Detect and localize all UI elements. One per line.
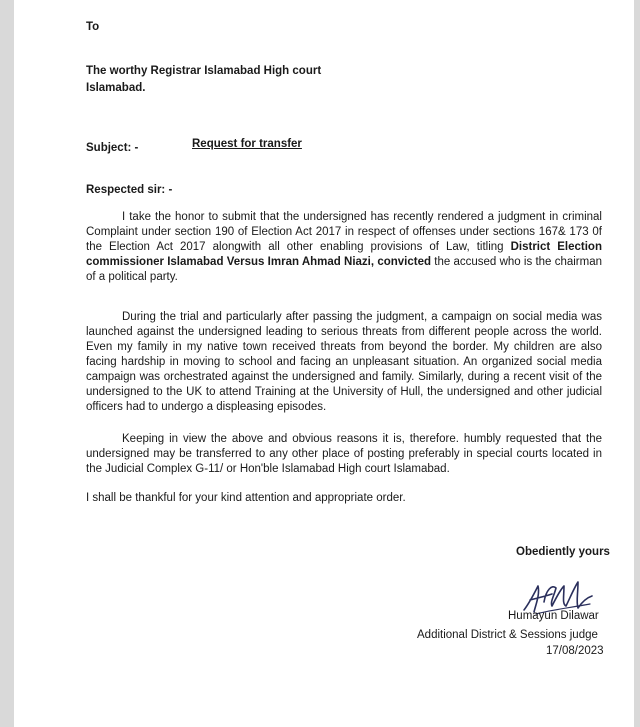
paragraph-3 [86, 432, 602, 477]
addressee-line-2: Islamabad. [86, 82, 146, 94]
letter-date: 17/08/2023 [546, 645, 604, 657]
subject-label: Subject: - [86, 142, 139, 154]
signatory-title: Additional District & Sessions judge [417, 629, 598, 641]
paragraph-1-start: I take the honor to submit that the undersigned has recently rendered a judgment in criminal Complaint under section 190 of Election Act 2017 in respect of offenses under sections 167& 173 0f the Election Act 2017 alongwith all other enabling provisions of Law, titling [86, 211, 602, 253]
paragraph-1-bold: District Election commissioner Islamabad Versus Imran Ahmad Niazi, convicted [86, 241, 602, 268]
paragraph-2-text: During the trial and particularly after passing the judgment, a campaign on social media was launched against the undersigned leading to serious threats from different people across the world. Even my family in my native town received threats from beyond the border. My children are also facing hardship in moving to school and facing an unpleasant situation. An organized social media campaign was orchestrated against the undersigned and family. Similarly, during a recent visit of the undersigned to the UK to attend Training at the University of Hull, the undersigned and other judicial officers had to undergo a displeasing episodes. [86, 311, 602, 413]
paragraph-3-text: Keeping in view the above and obvious reasons it is, therefore. humbly requested that the undersigned may be transferred to any other place of posting preferably in special courts located in the Judicial Complex G-11/ or Hon'ble Islamabad High court Islamabad. [86, 433, 602, 475]
salutation: Respected sir: - [86, 184, 173, 196]
addressee-line-1: The worthy Registrar Islamabad High court [86, 65, 322, 77]
letter-page [14, 0, 634, 727]
paragraph-1-end: the accused who is the chairman of a political party. [86, 256, 602, 283]
sign-off: Obediently yours [516, 546, 610, 558]
signatory-name: Humayun Dilawar [508, 610, 599, 622]
paragraph-2 [86, 310, 602, 415]
subject-text: Request for transfer [192, 138, 302, 150]
closing-line: I shall be thankful for your kind attention and appropriate order. [86, 492, 406, 504]
to-label: To [86, 21, 100, 33]
paragraph-1 [86, 210, 602, 285]
